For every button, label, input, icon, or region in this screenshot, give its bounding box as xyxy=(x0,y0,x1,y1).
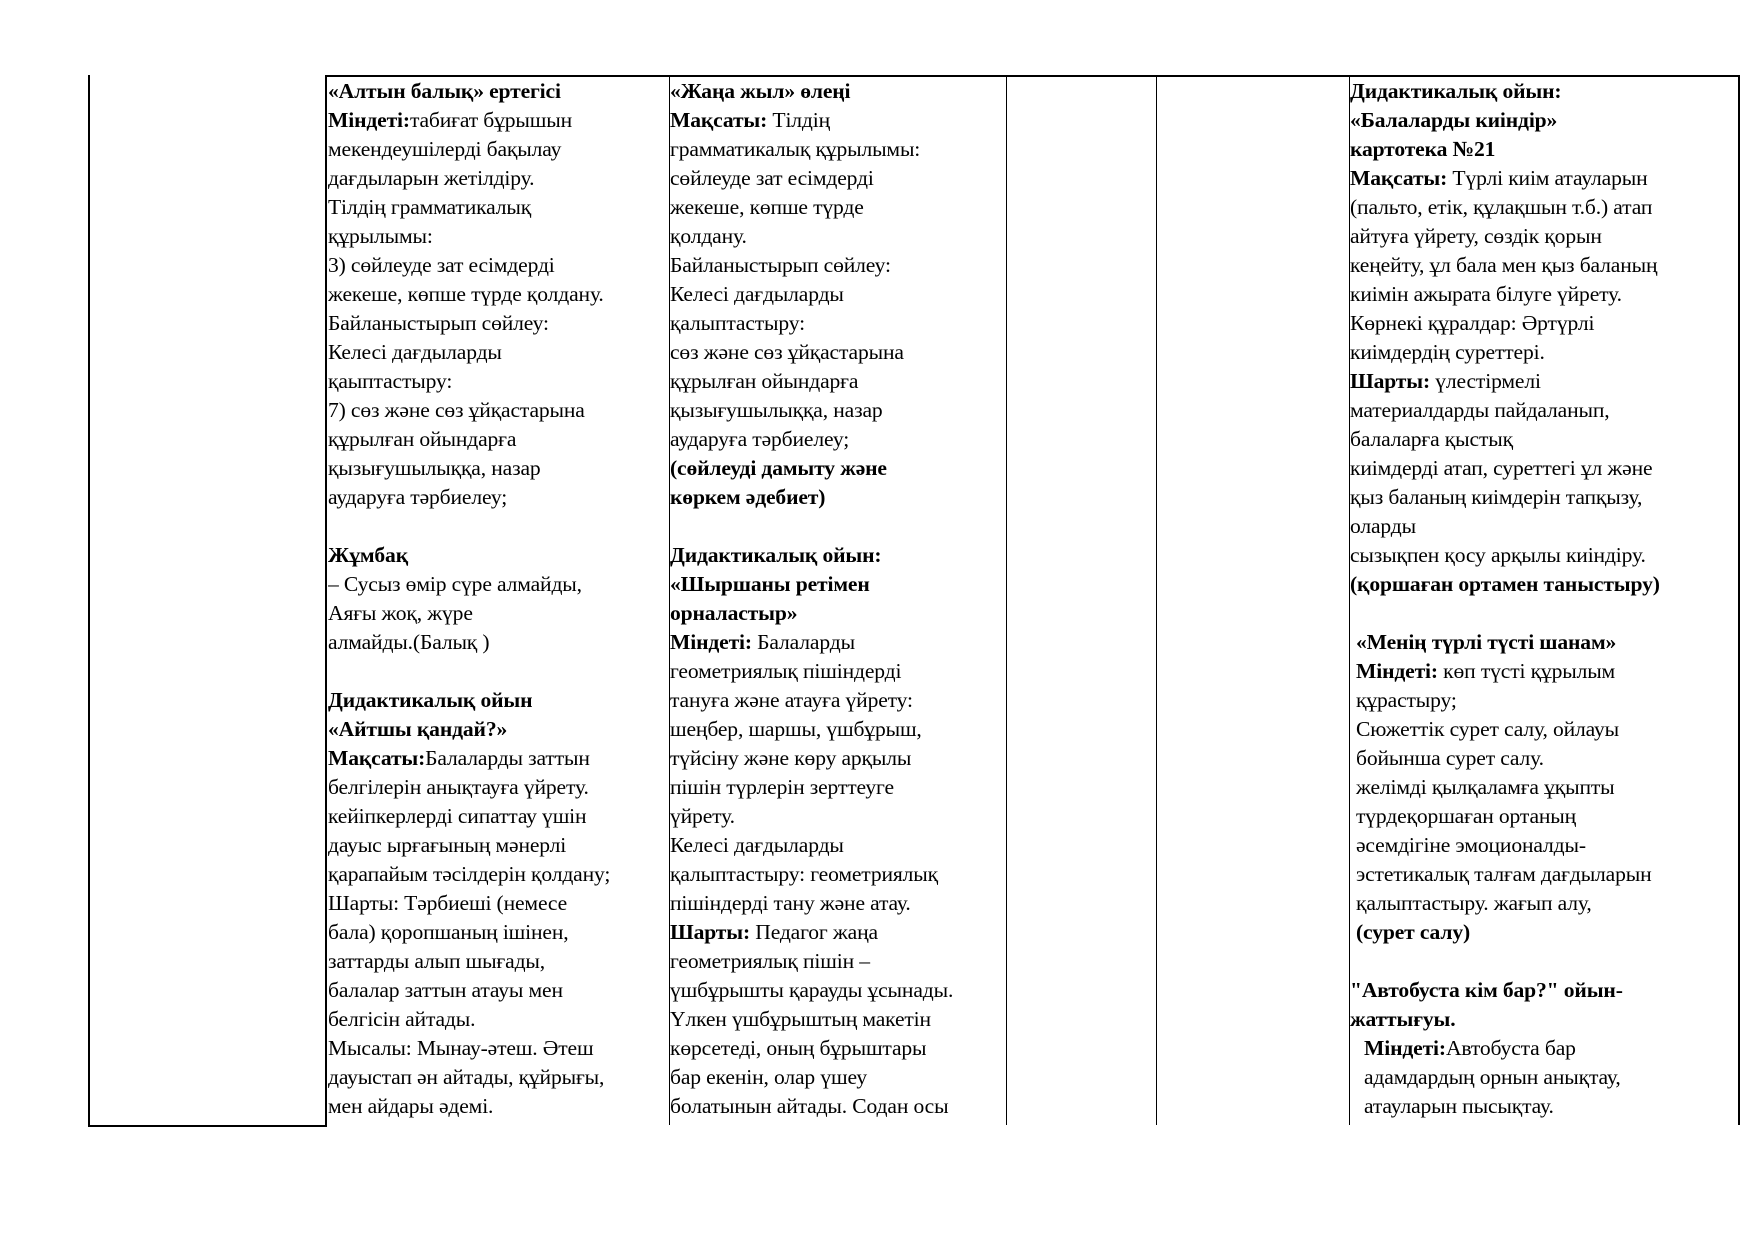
text-line: қызығушылыққа, назар xyxy=(328,456,541,480)
text-run: Балаларды заттын xyxy=(425,746,590,770)
text-line: қолдану. xyxy=(670,224,747,248)
label-bold: Міндеті: xyxy=(670,630,752,654)
col-divider-0 xyxy=(88,75,90,1127)
text-line xyxy=(328,744,668,773)
col-divider-1 xyxy=(325,75,327,1127)
text-run: үлестірмелі xyxy=(1430,369,1541,393)
text-line: 7) сөз және сөз ұйқастарына xyxy=(328,398,585,422)
text-line: киімдердің суреттері. xyxy=(1350,340,1545,364)
text-line: Сюжеттік сурет салу, ойлауы xyxy=(1356,717,1619,741)
text-line: Тілдің грамматикалық xyxy=(328,195,532,219)
text-line xyxy=(1350,164,1738,193)
text-line: геометриялық пішін – xyxy=(670,949,870,973)
text-line xyxy=(1350,367,1738,396)
label-bold: Мақсаты: xyxy=(670,108,768,132)
text-line: алмайды.(Балық ) xyxy=(328,630,490,654)
text-line: қызығушылыққа, назар xyxy=(670,398,883,422)
text-line: грамматикалық құрылымы: xyxy=(670,137,921,161)
text-line: Келесі дағдыларды xyxy=(328,340,502,364)
text-line: «Шыршаны ретімен xyxy=(670,572,870,596)
col-divider-3 xyxy=(1006,75,1007,1125)
text-line: 3) сөйлеуде зат есімдерді xyxy=(328,253,555,277)
label-bold: Шарты: xyxy=(670,920,750,944)
text-line: дауыстап ән айтады, құйрығы, xyxy=(328,1065,605,1089)
text-line: қалыптастыру: xyxy=(670,311,805,335)
text-line: «Айтшы қандай?» xyxy=(328,717,508,741)
text-line xyxy=(1350,657,1738,686)
text-line: тануға және атауға үйрету: xyxy=(670,688,913,712)
text-line: сөйлеуде зат есімдерді xyxy=(670,166,874,190)
text-line: жекеше, көпше түрде xyxy=(670,195,864,219)
text-line: мен айдары әдемі. xyxy=(328,1094,494,1118)
text-line: көркем әдебиет) xyxy=(670,485,826,509)
text-line: Дидактикалық ойын: xyxy=(670,543,882,567)
text-line xyxy=(670,628,1006,657)
text-line: балалар заттын атауы мен xyxy=(328,978,563,1002)
text-line: Дидактикалық ойын xyxy=(328,688,533,712)
text-line: құрастыру; xyxy=(1356,688,1457,712)
text-line: Үлкен үшбұрыштың макетін xyxy=(670,1007,931,1031)
text-line: бала) қоропшаның ішінен, xyxy=(328,920,569,944)
text-line: белгісін айтады. xyxy=(328,1007,476,1031)
text-line: геометриялық пішіндерді xyxy=(670,659,902,683)
text-line: Мысалы: Мынау-әтеш. Әтеш xyxy=(328,1036,594,1060)
text-line: үйрету. xyxy=(670,804,735,828)
text-line: жаттығуы. xyxy=(1350,1007,1456,1031)
text-line: аударуға тәрбиелеу; xyxy=(328,485,508,509)
text-line: пішін түрлерін зерттеуге xyxy=(670,775,894,799)
text-line: әсемдігіне эмоционалды- xyxy=(1356,833,1586,857)
text-line: сөз және сөз ұйқастарына xyxy=(670,340,904,364)
text-line: кейіпкерлерді сипаттау үшін xyxy=(328,804,587,828)
text-line: атауларын пысықтау. xyxy=(1364,1094,1554,1118)
text-line xyxy=(670,512,1006,541)
text-line: түрдеқоршаған ортаның xyxy=(1356,804,1577,828)
text-line: бар екенін, олар үшеу xyxy=(670,1065,867,1089)
text-line xyxy=(1350,599,1738,628)
text-line: мекендеушілерді бақылау xyxy=(328,137,562,161)
text-line xyxy=(1350,1034,1738,1063)
table-cell-col6 xyxy=(1350,77,1738,1127)
text-line: шеңбер, шаршы, үшбұрыш, xyxy=(670,717,922,741)
text-line: дауыс ырғағының мәнерлі xyxy=(328,833,567,857)
label-bold: Шарты: xyxy=(1350,369,1430,393)
text-line: пішіндерді тану және атау. xyxy=(670,891,911,915)
text-line: Жұмбақ xyxy=(328,543,408,567)
text-line: көрсетеді, оның бұрыштары xyxy=(670,1036,927,1060)
text-line: бойынша сурет салу. xyxy=(1356,746,1544,770)
text-line: құрылған ойындарға xyxy=(328,427,517,451)
table-cell-col3 xyxy=(670,77,1006,1127)
text-line: үшбұрышты қарауды ұсынады. xyxy=(670,978,954,1002)
col-divider-4 xyxy=(1156,75,1157,1125)
text-line xyxy=(328,512,668,541)
text-line: киімін ажырата білуге үйрету. xyxy=(1350,282,1622,306)
label-bold: Міндеті: xyxy=(328,108,410,132)
text-line: Байланыстырып сөйлеу: xyxy=(670,253,891,277)
text-line: қалыптастыру: геометриялық xyxy=(670,862,938,886)
text-line: белгілерін анықтауға үйрету. xyxy=(328,775,589,799)
table-cell-col2 xyxy=(328,77,668,1127)
text-line: «Балаларды киіндір» xyxy=(1350,108,1558,132)
text-line: қалыптастыру. жағып алу, xyxy=(1356,891,1592,915)
text-line: жекеше, көпше түрде қолдану. xyxy=(328,282,604,306)
text-line: айтуға үйрету, сөздік қорын xyxy=(1350,224,1602,248)
text-run: табиғат бұрышын xyxy=(409,108,573,132)
text-line: (сөйлеуді дамыту және xyxy=(670,456,887,480)
text-line: құрылымы: xyxy=(328,224,433,248)
text-run: Балаларды xyxy=(751,630,855,654)
text-line: түйсіну және көру арқылы xyxy=(670,746,912,770)
text-line: киімдерді атап, суреттегі ұл және xyxy=(1350,456,1653,480)
text-line: желімді қылқаламға ұқыпты xyxy=(1356,775,1615,799)
text-run: көп түсті құрылым xyxy=(1437,659,1616,683)
text-line: аударуға тәрбиелеу; xyxy=(670,427,850,451)
text-line: эстетикалық талғам дағдыларын xyxy=(1356,862,1652,886)
text-line: қарапайым тәсілдерін қолдану; xyxy=(328,862,611,886)
text-line: "Автобуста кім бар?" ойын- xyxy=(1350,978,1623,1002)
text-line: – Сусыз өмір сүре алмайды, xyxy=(328,572,582,596)
text-line: орналастыр» xyxy=(670,601,798,625)
text-line: адамдардың орнын анықтау, xyxy=(1364,1065,1621,1089)
text-line: Аяғы жоқ, жүре xyxy=(328,601,473,625)
text-line: картотека №21 xyxy=(1350,137,1496,161)
text-line: Келесі дағдыларды xyxy=(670,282,844,306)
text-line: қыз баланың киімдерін тапқызу, xyxy=(1350,485,1643,509)
text-line: (сурет салу) xyxy=(1356,920,1471,944)
text-line xyxy=(328,657,668,686)
text-line: Келесі дағдыларды xyxy=(670,833,844,857)
text-line: Шарты: Тәрбиеші (немесе xyxy=(328,891,568,915)
text-line: болатынын айтады. Содан осы xyxy=(670,1094,949,1118)
plan-table xyxy=(88,75,1740,1127)
text-line: балаларға қыстық xyxy=(1350,427,1513,451)
text-line: Байланыстырып сөйлеу: xyxy=(328,311,549,335)
label-bold: Міндеті: xyxy=(1364,1036,1446,1060)
text-line xyxy=(670,918,1006,947)
text-line: Дидактикалық ойын: xyxy=(1350,79,1562,103)
text-run: Автобуста бар xyxy=(1445,1036,1576,1060)
text-line: заттарды алып шығады, xyxy=(328,949,546,973)
col-divider-6 xyxy=(1738,75,1740,1125)
text-line: кеңейту, ұл бала мен қыз баланың xyxy=(1350,253,1658,277)
label-bold: Мақсаты: xyxy=(328,746,426,770)
text-line: құрылған ойындарға xyxy=(670,369,859,393)
text-line xyxy=(1350,947,1738,976)
text-line: (пальто, етік, құлақшын т.б.) атап xyxy=(1350,195,1653,219)
text-line: қаыптастыру: xyxy=(328,369,453,393)
label-bold: Міндеті: xyxy=(1356,659,1438,683)
text-run: Түрлі киім атауларын xyxy=(1447,166,1648,190)
text-run: Педагог жаңа xyxy=(750,920,878,944)
text-line: материалдарды пайдаланып, xyxy=(1350,398,1610,422)
text-run: Тілдің xyxy=(767,108,831,132)
table-bottom-border xyxy=(88,1125,326,1127)
label-bold: Мақсаты: xyxy=(1350,166,1448,190)
text-line: «Алтын балық» ертегісі xyxy=(328,79,561,103)
text-line: дағдыларын жетілдіру. xyxy=(328,166,535,190)
text-line: сызықпен қосу арқылы киіндіру. xyxy=(1350,543,1646,567)
text-line: «Жаңа жыл» өлеңі xyxy=(670,79,851,103)
text-line: оларды xyxy=(1350,514,1416,538)
text-line xyxy=(670,106,1006,135)
text-line: (қоршаған ортамен таныстыру) xyxy=(1350,572,1660,596)
text-line: «Менің түрлі түсті шанам» xyxy=(1356,630,1617,654)
text-line: Көрнекі құралдар: Әртүрлі xyxy=(1350,311,1595,335)
text-line xyxy=(328,106,668,135)
